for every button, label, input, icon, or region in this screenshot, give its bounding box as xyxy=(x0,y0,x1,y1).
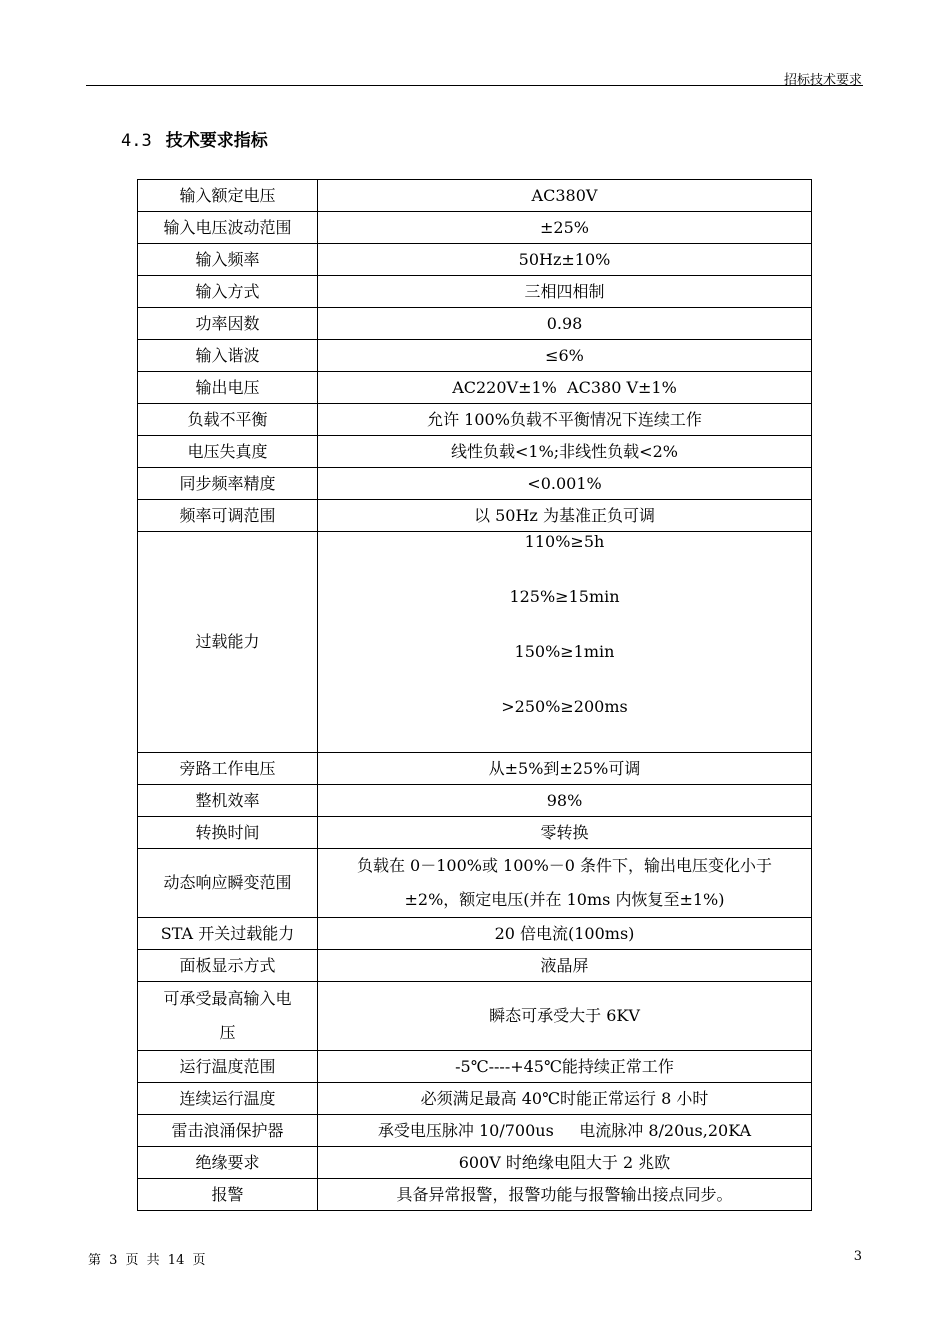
row-value: 具备异常报警，报警功能与报警输出接点同步。 xyxy=(318,1179,812,1211)
table-row xyxy=(138,950,812,982)
row-label: 输入电压波动范围 xyxy=(138,212,318,244)
table-row xyxy=(138,436,812,468)
table-row xyxy=(138,244,812,276)
row-label: STA 开关过载能力 xyxy=(138,918,318,950)
row-label: 电压失真度 xyxy=(138,436,318,468)
row-label: 动态响应瞬变范围 xyxy=(138,849,318,918)
row-value: 98% xyxy=(318,785,812,817)
table-row xyxy=(138,817,812,849)
row-value: 20 倍电流(100ms) xyxy=(318,918,812,950)
row-label: 输入额定电压 xyxy=(138,180,318,212)
row-label: 面板显示方式 xyxy=(138,950,318,982)
table-row xyxy=(138,372,812,404)
overload-line: 150%≥1min xyxy=(514,642,615,661)
page-header-title: 招标技术要求 xyxy=(783,73,862,88)
row-value: ±25% xyxy=(318,212,812,244)
page-count: 第 3 页 共 14 页 xyxy=(88,1253,206,1268)
row-value: 液晶屏 xyxy=(318,950,812,982)
row-value: 必须满足最高 40℃时能正常运行 8 小时 xyxy=(318,1083,812,1115)
table-row xyxy=(138,308,812,340)
section-title: 技术要求指标 xyxy=(165,131,268,151)
row-value: 线性负载<1%;非线性负载<2% xyxy=(318,436,812,468)
row-label: 雷击浪涌保护器 xyxy=(138,1115,318,1147)
table-row xyxy=(138,212,812,244)
row-label: 运行温度范围 xyxy=(138,1051,318,1083)
row-value: 允许 100%负载不平衡情况下连续工作 xyxy=(318,404,812,436)
row-label: 输入频率 xyxy=(138,244,318,276)
label-line: 压 xyxy=(219,1023,236,1042)
row-label: 整机效率 xyxy=(138,785,318,817)
row-value: ≤6% xyxy=(318,340,812,372)
row-value: 承受电压脉冲 10/700us 电流脉冲 8/20us,20KA xyxy=(318,1115,812,1147)
row-value: <0.001% xyxy=(318,468,812,500)
section-heading xyxy=(121,126,268,151)
row-value: 以 50Hz 为基准正负可调 xyxy=(318,500,812,532)
dynamic-line: ±2%，额定电压(并在 10ms 内恢复至±1%) xyxy=(404,890,725,909)
table-row xyxy=(138,500,812,532)
row-value: 50Hz±10% xyxy=(318,244,812,276)
row-label: 过载能力 xyxy=(138,532,318,753)
table-row xyxy=(138,180,812,212)
overload-line: 125%≥15min xyxy=(509,587,620,606)
row-label: 报警 xyxy=(138,1179,318,1211)
table-row xyxy=(138,1147,812,1179)
table-row-overload xyxy=(138,532,812,753)
row-label: 同步频率精度 xyxy=(138,468,318,500)
dynamic-values xyxy=(318,849,812,918)
row-value: AC380V xyxy=(318,180,812,212)
page-number: 3 xyxy=(853,1249,862,1264)
table-row xyxy=(138,1179,812,1211)
row-label: 功率因数 xyxy=(138,308,318,340)
table-row-maxvoltage xyxy=(138,982,812,1051)
header-divider xyxy=(86,85,863,86)
table-row xyxy=(138,785,812,817)
row-value: -5℃----+45℃能持续正常工作 xyxy=(318,1051,812,1083)
row-label xyxy=(138,982,318,1051)
table-row xyxy=(138,1083,812,1115)
row-label: 连续运行温度 xyxy=(138,1083,318,1115)
table-row xyxy=(138,276,812,308)
row-label: 旁路工作电压 xyxy=(138,753,318,785)
spec-table xyxy=(137,179,812,1211)
row-value: AC220V±1% AC380 V±1% xyxy=(318,372,812,404)
table-row xyxy=(138,1051,812,1083)
row-label: 输出电压 xyxy=(138,372,318,404)
row-label: 频率可调范围 xyxy=(138,500,318,532)
table-row xyxy=(138,753,812,785)
table-row-dynamic xyxy=(138,849,812,918)
row-label: 绝缘要求 xyxy=(138,1147,318,1179)
table-row xyxy=(138,918,812,950)
row-value: 瞬态可承受大于 6KV xyxy=(318,982,812,1051)
dynamic-line: 负载在 0－100%或 100%－0 条件下，输出电压变化小于 xyxy=(356,856,773,875)
table-row xyxy=(138,468,812,500)
overload-line: 110%≥5h xyxy=(524,532,605,551)
table-row xyxy=(138,1115,812,1147)
row-value: 零转换 xyxy=(318,817,812,849)
row-label: 转换时间 xyxy=(138,817,318,849)
overload-line: >250%≥200ms xyxy=(501,697,628,716)
row-label: 输入谐波 xyxy=(138,340,318,372)
row-value: 0.98 xyxy=(318,308,812,340)
row-value: 600V 时绝缘电阻大于 2 兆欧 xyxy=(318,1147,812,1179)
table-row xyxy=(138,404,812,436)
row-value: 三相四相制 xyxy=(318,276,812,308)
label-line: 可承受最高输入电 xyxy=(163,989,292,1008)
row-value: 从±5%到±25%可调 xyxy=(318,753,812,785)
row-label: 负载不平衡 xyxy=(138,404,318,436)
overload-values xyxy=(318,532,812,753)
section-number: 4.3 xyxy=(121,131,152,151)
table-row xyxy=(138,340,812,372)
row-label: 输入方式 xyxy=(138,276,318,308)
